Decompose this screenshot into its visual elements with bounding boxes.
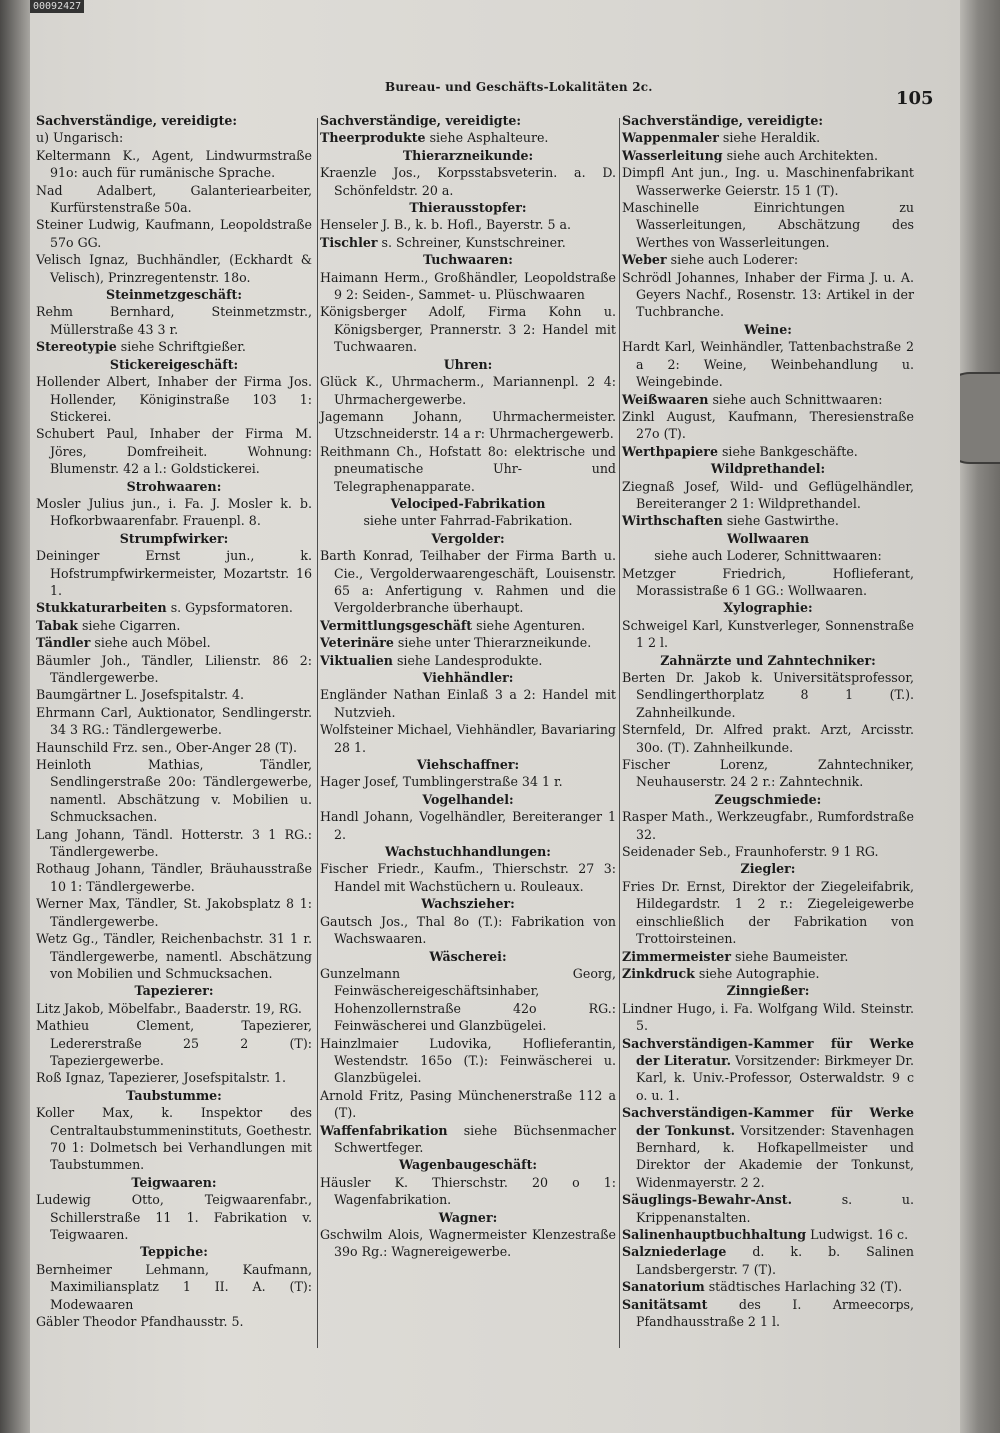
cross-reference — [622, 251, 914, 268]
reference-text: siehe unter Thierarzneikunde. — [397, 635, 592, 651]
category-heading: Wildprethandel: — [710, 461, 826, 477]
directory-entry: Engländer Nathan Einlaß 3 a 2: Handel mit Nutzvieh. — [320, 687, 616, 720]
reference-keyword: Veterinäre — [320, 635, 394, 651]
directory-entry: Koller Max, k. Inspektor des Centraltaubstummeninstituts, Goethestr. 70 1: Dolmetsch bei Verhandlungen mit Taubstummen. — [36, 1105, 312, 1173]
directory-entry: Glück K., Uhrmacherm., Mariannenpl. 2 4: Uhrmachergewerbe. — [320, 374, 616, 407]
directory-entry: Henseler J. B., k. b. Hofl., Bayerstr. 5 a. — [320, 217, 572, 233]
page-edges — [960, 0, 1000, 1433]
section-heading: Sachverständige, vereidigte: — [36, 113, 238, 128]
reference-keyword: Werthpapiere — [622, 443, 718, 459]
cross-reference — [622, 1104, 914, 1191]
reference-text: siehe auch Architekten. — [726, 147, 878, 163]
reference-text: siehe Autographie. — [698, 965, 820, 981]
directory-entry: Wolfsteiner Michael, Viehhändler, Bavariaring 28 1. — [320, 722, 616, 755]
column-2 — [320, 112, 616, 1261]
reference-text: siehe Landesprodukte. — [396, 652, 543, 668]
cross-reference — [320, 652, 616, 669]
directory-entry: Haunschild Frz. sen., Ober-Anger 28 (T). — [36, 739, 298, 755]
scan-id: 00092427 — [30, 0, 84, 13]
category-heading: Taubstumme: — [126, 1087, 222, 1103]
directory-entry: Roß Ignaz, Tapezierer, Josefspitalstr. 1. — [36, 1070, 286, 1086]
directory-entry: Haimann Herm., Großhändler, Leopoldstraße 9 2: Seiden-, Sammet- u. Plüschwaaren — [320, 269, 616, 303]
directory-entry: Hager Josef, Tumblingerstraße 34 1 r. — [320, 774, 563, 790]
reference-text: siehe Asphalteure. — [429, 130, 549, 146]
reference-keyword: Zinkdruck — [622, 965, 695, 981]
cross-reference — [320, 129, 616, 146]
category-heading: Tuchwaaren: — [423, 252, 513, 268]
directory-entry: Reithmann Ch., Hofstatt 8o: elektrische und pneumatische Uhr- und Telegraphenapparate. — [320, 443, 616, 494]
reference-keyword: Wappenmaler — [622, 130, 719, 146]
reference-text: siehe auch Schnittwaaren: — [712, 391, 883, 407]
category-heading: Teigwaaren: — [131, 1174, 217, 1190]
category-heading: Wäscherei: — [429, 948, 507, 964]
directory-entry: Lang Johann, Tändl. Hotterstr. 3 1 RG.: Tändlergewerbe. — [36, 826, 312, 860]
category-heading: Thierarzneikunde: — [402, 147, 534, 163]
category-heading: Wachstuchhandlungen: — [385, 844, 551, 860]
column-rule — [317, 118, 318, 1348]
category-heading: Vogelhandel: — [422, 791, 514, 807]
directory-entry: Berten Dr. Jakob k. Universitätsprofessor, Sendlingerthorplatz 8 1 (T.). Zahnheilkunde. — [622, 670, 914, 720]
directory-entry: Hardt Karl, Weinhändler, Tattenbachstraße 2 a 2: Weine, Weinbehandlung u. Weingebinde. — [622, 339, 914, 390]
reference-text: Vorsitzender: Birkmeyer Dr. Karl, k. Univ.-Professor, Osterwaldstr. 9 c o. u. 1. — [636, 1052, 914, 1103]
running-head: Bureau- und Geschäfts-Lokalitäten 2c. — [385, 80, 653, 94]
cross-reference — [622, 965, 914, 982]
category-heading: Steinmetzgeschäft: — [106, 287, 242, 303]
cross-reference — [622, 1243, 914, 1278]
category-heading: Zahnärzte und Zahntechniker: — [660, 652, 876, 668]
directory-entry: Jagemann Johann, Uhrmachermeister. Utzschneiderstr. 14 a r: Uhrmachergewerb. — [320, 408, 616, 442]
cross-reference — [622, 1296, 914, 1331]
category-heading: Wagenbaugeschäft: — [398, 1157, 538, 1173]
directory-entry: Rehm Bernhard, Steinmetzmstr., Müllerstraße 43 3 r. — [36, 304, 312, 337]
directory-entry: Hollender Albert, Inhaber der Firma Jos. Hollender, Königinstraße 103 1: Stickerei. — [36, 374, 312, 424]
directory-entry: Bäumler Joh., Tändler, Lilienstr. 86 2: Tändlergewerbe. — [36, 652, 312, 685]
reference-keyword: Weißwaaren — [622, 391, 709, 407]
reference-keyword: Vermittlungsgeschäft — [320, 617, 473, 633]
column-rule — [619, 118, 620, 1348]
reference-text: des I. Armeecorps, Pfandhausstraße 2 1 l. — [636, 1296, 914, 1330]
cross-reference: siehe unter Fahrrad-Fabrikation. — [363, 513, 573, 529]
directory-entry: Mathieu Clement, Tapezierer, Ledererstraße 25 2 (T): Tapeziergewerbe. — [36, 1018, 312, 1068]
directory-entry: Mosler Julius jun., i. Fa. J. Mosler k. b. Hofkorbwaarenfabr. Frauenpl. 8. — [36, 495, 312, 529]
reference-text: Ludwigst. 16 c. — [810, 1227, 909, 1242]
cross-reference — [622, 948, 914, 965]
reference-keyword: Säuglings-Bewahr-Anst. — [622, 1192, 792, 1208]
cross-reference — [622, 1191, 914, 1226]
directory-entry: Gunzelmann Georg, Feinwäschereigeschäftsinhaber, Hohenzollernstraße 42o RG.: Feinwäscherei und Glanzbügelei. — [320, 965, 616, 1034]
reference-keyword: Viktualien — [320, 652, 393, 668]
reference-keyword: Sanitätsamt — [622, 1296, 708, 1312]
directory-entry: Hainzlmaier Ludovika, Hoflieferantin, Westendstr. 165o (T.): Feinwäscherei u. Glanzbügelei. — [320, 1035, 616, 1086]
directory-entry: Zinkl August, Kaufmann, Theresienstraße 27o (T). — [622, 408, 914, 442]
category-heading: Zeugschmiede: — [714, 791, 822, 807]
reference-text: Vorsitzender: Stavenhagen Bernhard, k. Hofkapellmeister und Direktor der Akademie der Tonkunst, Widenmayerstr. 2 2. — [636, 1122, 914, 1190]
directory-entry: Wetz Gg., Tändler, Reichenbachstr. 31 1 r. Tändlergewerbe, namentl. Abschätzung von Mobilien und Schmucksachen. — [36, 931, 312, 981]
reference-keyword: Zimmermeister — [622, 948, 731, 964]
reference-text: s. Gypsformatoren. — [170, 600, 293, 616]
directory-entry: Ehrmann Carl, Auktionator, Sendlingerstr. 34 3 RG.: Tändlergewerbe. — [36, 704, 312, 738]
category-heading: Viehhändler: — [422, 670, 514, 685]
reference-keyword: Tischler — [320, 234, 378, 250]
directory-entry: Deininger Ernst jun., k. Hofstrumpfwirkermeister, Mozartstr. 16 1. — [36, 548, 312, 598]
directory-entry: Häusler K. Thierschstr. 20 o 1: Wagenfabrikation. — [320, 1174, 616, 1208]
directory-entry: Nad Adalbert, Galanteriearbeiter, Kurfürstenstraße 50a. — [36, 182, 312, 216]
directory-entry: Fischer Lorenz, Zahntechniker, Neuhauserstr. 24 2 r.: Zahntechnik. — [622, 757, 914, 790]
directory-entry: Sternfeld, Dr. Alfred prakt. Arzt, Arcisstr. 30o. (T). Zahnheilkunde. — [622, 722, 914, 755]
reference-text: städtisches Harlaching 32 (T). — [708, 1279, 903, 1295]
cross-reference — [622, 1278, 914, 1295]
cross-reference — [320, 234, 616, 251]
reference-text: siehe Schriftgießer. — [120, 339, 246, 355]
category-heading: Stickereigeschäft: — [109, 356, 239, 372]
cross-reference — [622, 443, 914, 460]
cross-reference — [622, 129, 914, 146]
category-heading: Vergolder: — [431, 530, 505, 546]
cross-reference — [622, 1035, 914, 1105]
cross-reference — [36, 338, 312, 355]
category-heading: Weine: — [744, 321, 792, 337]
directory-entry: Schweigel Karl, Kunstverleger, Sonnenstraße 1 2 l. — [622, 617, 914, 651]
directory-entry: Gautsch Jos., Thal 8o (T.): Fabrikation von Wachswaaren. — [320, 913, 616, 947]
category-heading: Viehschaffner: — [416, 757, 520, 773]
category-heading: Ziegler: — [740, 861, 796, 877]
cross-reference — [622, 512, 914, 529]
cross-reference — [622, 1226, 914, 1243]
reference-text: siehe Bankgeschäfte. — [721, 443, 858, 459]
cross-reference — [36, 634, 312, 651]
reference-text: siehe auch Loderer: — [670, 252, 799, 268]
cross-reference — [622, 147, 914, 164]
directory-entry: Litz Jakob, Möbelfabr., Baaderstr. 19, RG. — [36, 1000, 302, 1016]
cross-reference — [320, 634, 616, 651]
reference-text: s. u. Krippenanstalten. — [636, 1192, 914, 1225]
directory-entry: Rothaug Johann, Tändler, Bräuhausstraße 10 1: Tändlergewerbe. — [36, 861, 312, 894]
cross-reference — [622, 391, 914, 408]
cross-reference — [36, 599, 312, 616]
directory-entry: Lindner Hugo, i. Fa. Wolfgang Wild. Steinstr. 5. — [622, 1000, 914, 1034]
category-heading: Wollwaaren — [726, 530, 810, 546]
book-spine — [0, 0, 30, 1433]
column-1 — [36, 112, 312, 1330]
reference-keyword: Sanatorium — [622, 1279, 705, 1295]
reference-text: siehe Büchsenmacher Schwertfeger. — [334, 1122, 616, 1155]
directory-entry: Ziegnaß Josef, Wild- und Geflügelhändler, Bereiteranger 2 1: Wildprethandel. — [622, 478, 914, 511]
category-heading: Strohwaaren: — [126, 478, 222, 494]
cross-reference — [36, 617, 312, 634]
category-heading: Thierausstopfer: — [409, 200, 527, 216]
reference-text: siehe Heraldik. — [722, 130, 821, 146]
category-heading: Wachszieher: — [421, 896, 515, 912]
book-page — [30, 0, 960, 1433]
reference-text: d. k. b. Salinen Landsbergerstr. 7 (T). — [636, 1244, 914, 1277]
category-heading: Xylographie: — [723, 600, 813, 616]
directory-entry: Gäbler Theodor Pfandhausstr. 5. — [36, 1314, 244, 1330]
reference-keyword: Salinenhauptbuchhaltung — [622, 1227, 807, 1242]
directory-entry: Königsberger Adolf, Firma Kohn u. Königsberger, Prannerstr. 3 2: Handel mit Tuchwaaren. — [320, 304, 616, 355]
reference-text: siehe Baumeister. — [734, 948, 849, 964]
cross-reference: siehe auch Loderer, Schnittwaaren: — [654, 548, 882, 564]
reference-keyword: Wirthschaften — [622, 513, 723, 529]
directory-entry: Bernheimer Lehmann, Kaufmann, Maximiliansplatz 1 II. A. (T): Modewaaren — [36, 1261, 312, 1312]
directory-entry: Rasper Math., Werkzeugfabr., Rumfordstraße 32. — [622, 809, 914, 842]
reference-keyword: Stereotypie — [36, 339, 117, 355]
directory-entry: Velisch Ignaz, Buchhändler, (Eckhardt & Velisch), Prinzregentenstr. 18o. — [36, 252, 312, 285]
cross-reference — [320, 617, 616, 634]
reference-keyword: Sachverständigen-Kammer für Werke der Tonkunst. — [622, 1105, 914, 1138]
category-heading: Zinngießer: — [726, 983, 810, 999]
reference-keyword: Tändler — [36, 635, 91, 651]
directory-entry: Ludewig Otto, Teigwaarenfabr., Schillerstraße 11 1. Fabrikation v. Teigwaaren. — [36, 1192, 312, 1242]
reference-keyword: Weber — [622, 252, 667, 268]
column-3 — [622, 112, 914, 1330]
category-heading: Tapezierer: — [134, 983, 214, 999]
reference-text: siehe Cigarren. — [82, 617, 181, 633]
directory-entry: Maschinelle Einrichtungen zu Wasserleitungen, Abschätzung des Werthes von Wasserleitungen. — [622, 200, 914, 250]
reference-keyword: Salzniederlage — [622, 1244, 727, 1260]
directory-entry: Barth Konrad, Teilhaber der Firma Barth u. Cie., Vergolderwaarengeschäft, Louisenstr. 65 a: Anfertigung v. Rahmen und die Vergolderbranche überhaupt. — [320, 548, 616, 616]
directory-entry: Schubert Paul, Inhaber der Firma M. Jöres, Domfreiheit. Wohnung: Blumenstr. 42 a l.: Goldstickerei. — [36, 426, 312, 477]
directory-entry: Baumgärtner L. Josefspitalstr. 4. — [36, 687, 244, 703]
reference-keyword: Theerprodukte — [320, 130, 426, 146]
directory-entry: Kraenzle Jos., Korpsstabsveterin. a. D. Schönfeldstr. 20 a. — [320, 165, 616, 198]
category-heading: Strumpfwirker: — [119, 530, 229, 546]
directory-entry: Fries Dr. Ernst, Direktor der Ziegeleifabrik, Hildegardstr. 1 2 r.: Ziegeleigewerbe einschließlich der Fabrikation von Trottoirsteinen. — [622, 878, 914, 947]
category-heading: Teppiche: — [140, 1244, 208, 1260]
category-heading: Velociped-Fabrikation — [390, 495, 546, 511]
directory-entry: Gschwilm Alois, Wagnermeister Klenzestraße 39o Rg.: Wagnereigewerbe. — [320, 1227, 616, 1260]
category-heading: Wagner: — [438, 1209, 498, 1225]
reference-keyword: Wasserleitung — [622, 147, 723, 163]
directory-entry: Handl Johann, Vogelhändler, Bereiteranger 1 2. — [320, 809, 616, 842]
directory-entry: Seidenader Seb., Fraunhoferstr. 9 1 RG. — [622, 844, 879, 860]
directory-entry: Heinloth Mathias, Tändler, Sendlingerstraße 20o: Tändlergewerbe, namentl. Abschätzung v. Mobilien u. Schmucksachen. — [36, 757, 312, 825]
directory-entry: Metzger Friedrich, Hoflieferant, Morassistraße 6 1 GG.: Wollwaaren. — [622, 565, 914, 598]
section-heading: Sachverständige, vereidigte: — [622, 113, 824, 128]
directory-entry: Steiner Ludwig, Kaufmann, Leopoldstraße 57o GG. — [36, 217, 312, 250]
reference-text: siehe auch Möbel. — [94, 635, 211, 651]
reference-text: siehe Agenturen. — [476, 617, 586, 633]
reference-text: s. Schreiner, Kunstschreiner. — [381, 234, 566, 250]
directory-entry: Werner Max, Tändler, St. Jakobsplatz 8 1: Tändlergewerbe. — [36, 896, 312, 929]
reference-keyword: Sachverständigen-Kammer für Werke der Literatur. — [622, 1035, 914, 1068]
reference-keyword: Waffenfabrikation — [320, 1122, 448, 1138]
directory-entry: Schrödl Johannes, Inhaber der Firma J. u. A. Geyers Nachf., Rosenstr. 13: Artikel in der Tuchbranche. — [622, 269, 914, 320]
reference-keyword: Stukkaturarbeiten — [36, 600, 167, 616]
directory-entry: Dimpfl Ant jun., Ing. u. Maschinenfabrikant Wasserwerke Geierstr. 15 1 (T). — [622, 165, 914, 198]
section-heading: Sachverständige, vereidigte: — [320, 113, 522, 128]
directory-entry: Fischer Friedr., Kaufm., Thierschstr. 27 3: Handel mit Wachstüchern u. Rouleaux. — [320, 861, 616, 894]
reference-text: siehe Gastwirthe. — [726, 513, 839, 529]
page-number: 105 — [896, 88, 934, 109]
reference-keyword: Tabak — [36, 617, 79, 633]
directory-entry: Keltermann K., Agent, Lindwurmstraße 91o: auch für rumänische Sprache. — [36, 147, 312, 181]
directory-entry: Arnold Fritz, Pasing Münchenerstraße 112 a (T). — [320, 1087, 616, 1121]
category-heading: Uhren: — [443, 356, 493, 372]
cross-reference — [320, 1122, 616, 1157]
directory-entry: u) Ungarisch: — [36, 130, 124, 146]
